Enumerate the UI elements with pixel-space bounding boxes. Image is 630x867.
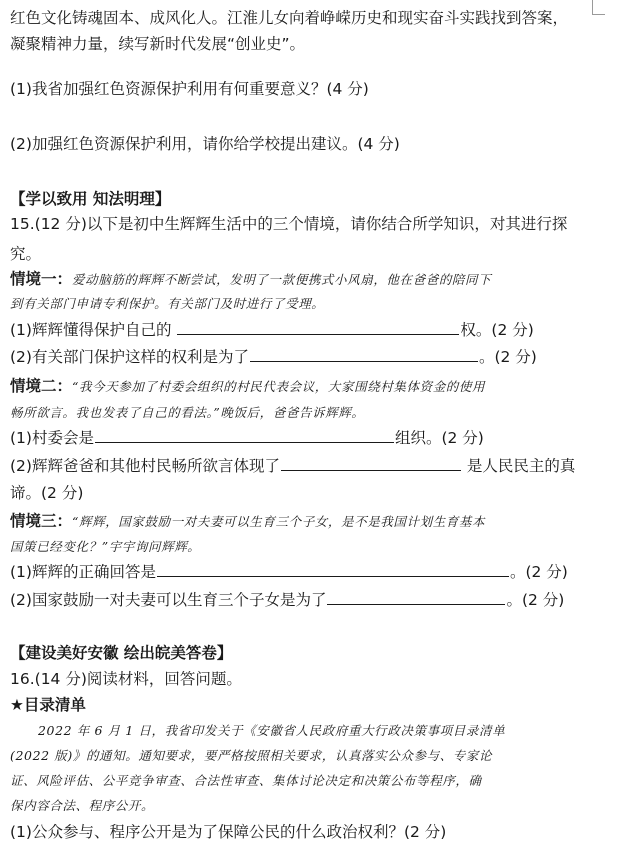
section-heading-anhui: 【建设美好安徽 绘出皖美答卷】	[10, 644, 233, 662]
scenario-2-question-1	[10, 427, 484, 449]
scenario-3-question-2	[10, 589, 564, 611]
material-line: 保内容合法、程序公开。	[10, 798, 155, 813]
answer-blank[interactable]	[327, 590, 505, 605]
question-16-1: (1)公众参与、程序公开是为了保障公民的什么政治权利？(2 分)	[10, 823, 447, 841]
passage-line: 红色文化铸魂固本、成风化人。江淮儿女向着峥嵘历史和现实奋斗实践找到答案，	[10, 9, 569, 27]
scenario-3-label: 情境三：	[10, 512, 73, 530]
scenario-1-question-1	[10, 319, 534, 341]
scenario-2-text: “我今天参加了村委会组织的村民代表会议，大家围绕村集体资金的使用	[72, 379, 486, 394]
question-2: (2)加强红色资源保护利用，请你给学校提出建议。(4 分)	[10, 135, 400, 153]
question-text: (1)村委会是	[10, 429, 94, 447]
scenario-2-label: 情境二：	[10, 377, 73, 395]
question-16: 16.(14 分)阅读材料，回答问题。	[10, 670, 242, 688]
scenario-1-text: 爱动脑筋的辉辉不断尝试，发明了一款便携式小风扇，他在爸爸的陪同下	[72, 272, 492, 287]
scenario-2-text: 畅所欲言。我也发表了自己的看法。”晚饭后，爸爸告诉辉辉。	[10, 405, 365, 420]
scenario-1-line	[10, 268, 491, 291]
question-text: (2)有关部门保护这样的权利是为了	[10, 348, 249, 366]
question-score: 组织。(2 分)	[394, 429, 484, 447]
scenario-1-question-2	[10, 346, 537, 368]
question-text: (1)辉辉的正确回答是	[10, 563, 156, 581]
scenario-3-question-1	[10, 561, 568, 583]
section-heading-law: 【学以致用 知法明理】	[10, 190, 171, 208]
scenario-1-text: 到有关部门申请专利保护。有关部门及时进行了受理。	[10, 296, 325, 311]
scenario-3-line	[10, 510, 485, 533]
answer-blank[interactable]	[250, 347, 478, 362]
material-line: 2022 年 6 月 1 日，我省印发关于《安徽省人民政府重大行政决策事项目录清单	[38, 723, 506, 738]
directory-list-title: ★目录清单	[10, 696, 86, 714]
answer-blank[interactable]	[95, 428, 394, 443]
scenario-2-question-2	[10, 455, 575, 477]
question-score: 。(2 分)	[506, 591, 565, 609]
question-text: (2)辉辉爸爸和其他村民畅所欲言体现了	[10, 457, 280, 475]
question-score: 。(2 分)	[509, 563, 568, 581]
passage-line: 凝聚精神力量，续写新时代发展“创业史”。	[10, 35, 306, 53]
question-1: (1)我省加强红色资源保护利用有何重要意义？(4 分)	[10, 80, 369, 98]
material-line: (2022 版)》的通知。通知要求，要严格按照相关要求，认真落实公众参与、专家论	[10, 748, 493, 763]
scenario-3-text: 国策已经变化？”宇宇询问辉辉。	[10, 539, 201, 554]
question-score: 是人民民主的真	[461, 457, 576, 475]
question-text: (1)辉辉懂得保护自己的	[10, 321, 177, 339]
scenario-2-line	[10, 375, 485, 398]
question-15-line: 15.(12 分)以下是初中生辉辉生活中的三个情境，请你结合所学知识，对其进行探	[10, 215, 568, 233]
question-score: 权。(2 分)	[460, 321, 534, 339]
scenario-2-question-2-cont: 谛。(2 分)	[10, 484, 84, 502]
answer-blank[interactable]	[177, 320, 459, 335]
question-text: (2)国家鼓励一对夫妻可以生育三个子女是为了	[10, 591, 327, 609]
material-line: 证、风险评估、公平竞争审查、合法性审查、集体讨论决定和决策公布等程序，确	[10, 773, 482, 788]
scenario-1-label: 情境一：	[10, 270, 73, 288]
scenario-3-text: “辉辉，国家鼓励一对夫妻可以生育三个子女，是不是我国计划生育基本	[72, 514, 486, 529]
answer-blank[interactable]	[157, 562, 509, 577]
page-corner-mark	[592, 0, 605, 15]
question-15-line: 究。	[10, 245, 42, 263]
question-score: 。(2 分)	[478, 348, 537, 366]
answer-blank[interactable]	[281, 456, 461, 471]
